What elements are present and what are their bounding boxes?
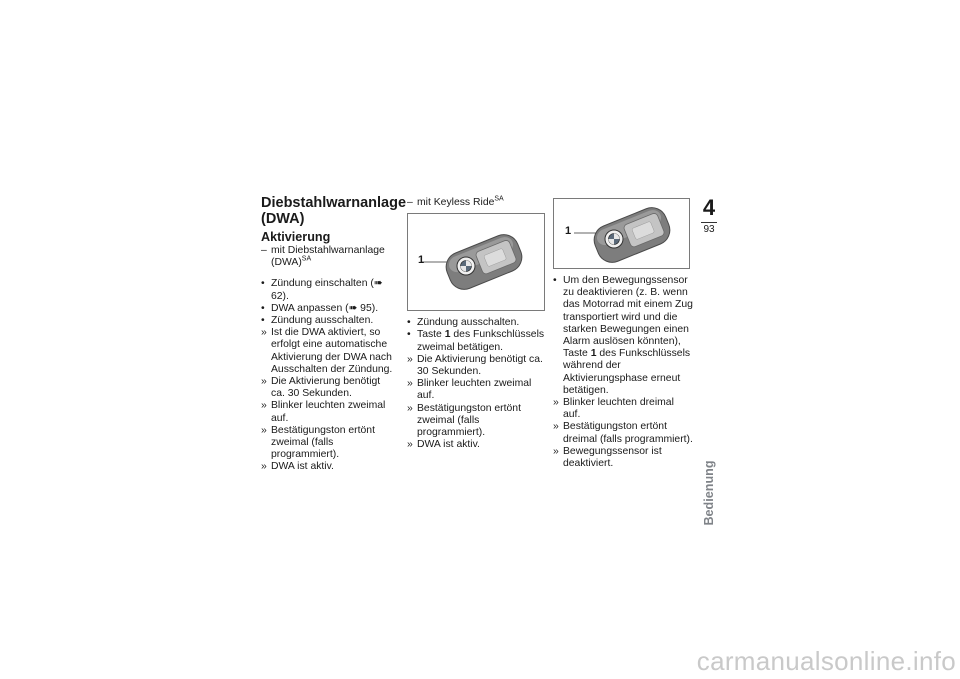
- step-item: [407, 317, 545, 329]
- item-text: Zündung einschalten (➠ 62).: [271, 278, 383, 302]
- option-text: mit Diebstahlwarnanlage: [271, 245, 385, 256]
- list-marker: •: [261, 278, 265, 290]
- item-text: Ist die DWA aktiviert, so erfolgt eine automatische Aktivierung der DWA nach Ausschalten der Zündung.: [271, 327, 393, 375]
- item-key-number: 1: [590, 348, 597, 360]
- step-item: [261, 278, 396, 302]
- option-sup: SA: [494, 195, 504, 203]
- key-fob-figure: [553, 198, 690, 269]
- chapter-title: Bedienung: [702, 460, 716, 526]
- option-note: [261, 245, 396, 269]
- item-text-post: des Funkschlüssels während der Aktivierungsphase erneut betätigen.: [563, 348, 691, 396]
- item-text: Bewegungssensor ist deaktiviert.: [563, 445, 662, 470]
- result-item: [261, 400, 396, 424]
- item-text: Die Aktivierung benötigt ca. 30 Sekunden.: [271, 376, 381, 400]
- callout-number: 1: [418, 254, 425, 267]
- list-marker: »: [261, 400, 267, 412]
- result-item: [553, 446, 693, 470]
- watermark: carmanualsonline.info: [696, 646, 956, 676]
- list-marker: •: [261, 315, 265, 327]
- option-text-2: (DWA): [271, 257, 302, 269]
- step-item: [261, 315, 396, 327]
- list-marker: »: [261, 424, 267, 436]
- key-fob-figure: [407, 213, 545, 311]
- instruction-list: [407, 317, 545, 451]
- item-text: Bestätigungston ertönt zweimal (falls programmiert).: [417, 402, 521, 439]
- item-key-number: 1: [444, 329, 451, 341]
- callout-number: 1: [565, 225, 572, 237]
- list-marker: »: [553, 397, 559, 409]
- list-marker: •: [407, 317, 411, 329]
- list-marker: •: [261, 302, 265, 314]
- step-item: [261, 303, 396, 315]
- result-item: [261, 461, 396, 473]
- dash-marker: –: [407, 197, 413, 208]
- item-text-pre: Um den Bewegungssensor zu deaktivieren (z. B. wenn das Motorrad mit einem Zug transportiert wird und die starken Bewegungen einen Alarm auslösen könnten), Taste: [563, 275, 693, 360]
- result-item: [261, 376, 396, 400]
- item-text: Blinker leuchten zweimal auf.: [417, 378, 532, 402]
- key-fob-illustration: [408, 214, 544, 310]
- item-text: Bestätigungston ertönt zweimal (falls programmiert).: [271, 424, 375, 461]
- column-1: [261, 195, 407, 474]
- option-text: mit Keyless Ride: [417, 197, 495, 208]
- result-item: [553, 421, 693, 445]
- tab-divider: [701, 222, 717, 223]
- instruction-list: [553, 275, 693, 470]
- instruction-list: [261, 278, 396, 473]
- list-marker: »: [407, 402, 413, 414]
- step-item: [407, 329, 545, 353]
- result-item: [407, 403, 545, 440]
- result-item: [261, 425, 396, 462]
- list-marker: •: [407, 329, 411, 341]
- result-item: [553, 397, 693, 421]
- option-note: [407, 197, 545, 209]
- list-marker: »: [553, 445, 559, 457]
- item-text-pre: Taste: [417, 329, 445, 341]
- list-marker: »: [407, 439, 413, 451]
- page-number: 93: [703, 224, 715, 235]
- item-text: [563, 275, 693, 396]
- column-3: [553, 196, 693, 470]
- item-text: Die Aktivierung benötigt ca. 30 Sekunden.: [417, 353, 543, 378]
- list-marker: »: [407, 353, 413, 365]
- subsection-title: Aktivierung: [261, 230, 331, 244]
- item-text-post: des Funkschlüssels zweimal betätigen.: [417, 329, 545, 353]
- result-item: [407, 378, 545, 402]
- item-text: DWA anpassen (➠ 95).: [271, 302, 379, 314]
- item-text: DWA ist aktiv.: [271, 461, 334, 473]
- item-text: Zündung ausschalten.: [417, 317, 520, 329]
- chapter-number: 4: [702, 195, 716, 220]
- item-text: Bestätigungston ertönt dreimal (falls programmiert).: [563, 421, 693, 445]
- item-text: DWA ist aktiv.: [417, 439, 480, 451]
- section-title: Diebstahlwarnanlage (DWA): [261, 195, 407, 227]
- option-sup: SA: [301, 255, 312, 263]
- item-text: Blinker leuchten dreimal auf.: [563, 397, 674, 421]
- list-marker: »: [261, 461, 267, 473]
- list-marker: •: [553, 275, 557, 286]
- list-marker: »: [553, 421, 559, 433]
- list-marker: »: [261, 376, 267, 388]
- item-text: Blinker leuchten zweimal auf.: [271, 400, 386, 424]
- dash-marker: –: [261, 245, 267, 256]
- list-marker: »: [261, 327, 267, 339]
- key-fob-illustration: [554, 199, 689, 268]
- step-item: [553, 275, 693, 397]
- list-marker: »: [407, 378, 413, 390]
- result-item: [407, 354, 545, 378]
- result-item: [261, 327, 396, 376]
- item-text: Zündung ausschalten.: [271, 315, 374, 327]
- result-item: [407, 439, 545, 451]
- column-2: [407, 197, 545, 451]
- item-text: [417, 329, 544, 352]
